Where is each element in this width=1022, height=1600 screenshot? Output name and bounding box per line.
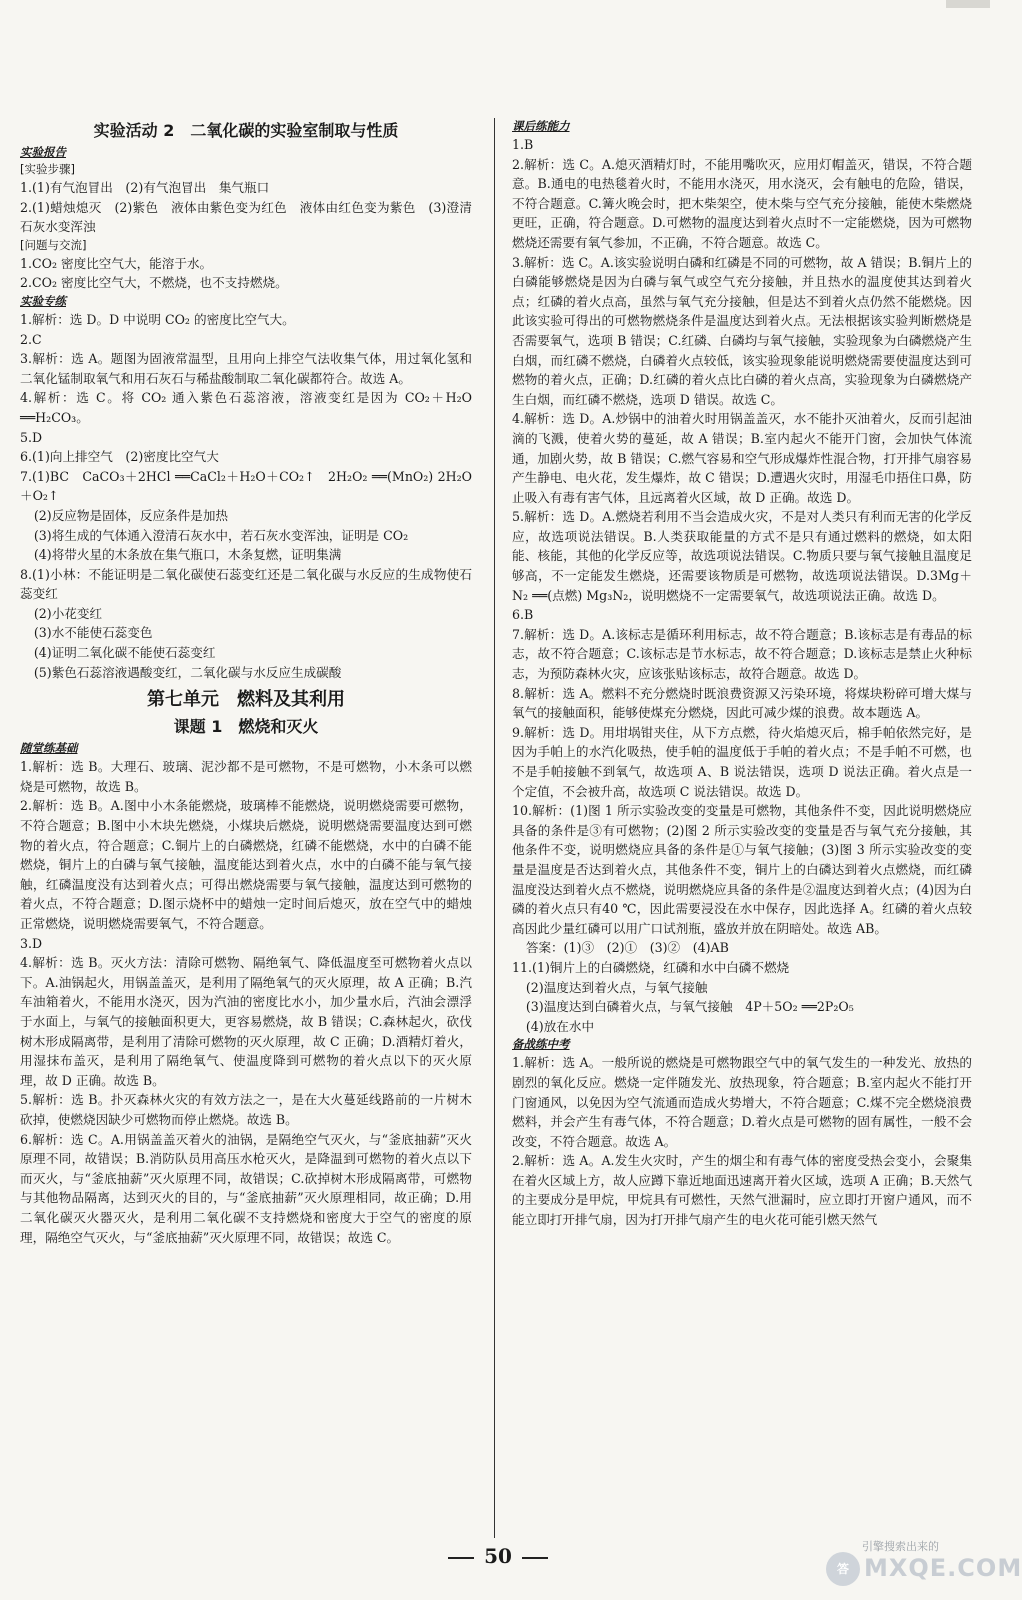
paragraph: 6.解析：选 C。A.用锅盖盖灭着火的油锅，是隔绝空气灭火，与“釜底抽薪”灭火原理不同，故错误；B.消防队员用高压水枪灭火，是降温到可燃物的着火点以下而灭火，与“釜底抽薪”灭火原理不同，故错误；C.砍掉树木形成隔离带，可燃物与其他物品隔离，达到灭火的目的，与“釜底抽薪”灭火原理相同，故正确；D.用二氧化碳灭火器灭火，是利用二氧化碳不支持燃烧和密度大于空气的密度的原理，隔绝空气灭火，与“釜底抽薪”灭火原理不同，故错误；故选 C。	[20, 1131, 472, 1245]
paragraph: 10.解析：(1)图 1 所示实验改变的变量是可燃物，其他条件不变，因此说明燃烧应具备的条件是③有可燃物；(2)图 2 所示实验改变的变量是否与氧气充分接触，其他条件不变，说明燃烧应具备的条件是①与氧气接触；(3)图 3 所示实验改变的变量是温度是否达到着火点，其他条件不变，铜片上的白磷达到着火点燃烧，而红磷温度没达到着火点不燃烧，说明燃烧应具备的条件是②温度达到着火点；(4)因为白磷的着火点只有40 ℃，因此需要浸没在水中保存，因此选择 A。红磷的着火点较高因此少量红磷可以用广口试剂瓶，盛放并放在阴暗处。故选 AB。	[512, 803, 972, 936]
paragraph: 1.解析：选 B。大理石、玻璃、泥沙都不是可燃物，不是可燃物，小木条可以燃烧是可燃物，故选 B。	[20, 759, 472, 794]
paragraph: 1.B	[512, 137, 534, 152]
watermark-text: MXQE.COM	[864, 1554, 1022, 1582]
paragraph: 3.解析：选 A。题图为固液常温型，且用向上排空气法收集气体，用过氧化氢和二氧化锰制取氧气和用石灰石与稀盐酸制取二氧化碳都符合。故选 A。	[20, 351, 472, 386]
paragraph: 4.解析：选 D。A.炒锅中的油着火时用锅盖盖灭，水不能扑灭油着火，反而引起油滴的飞溅，使着火势的蔓延，故 A 错误；B.室内起火不能开门窗，会加快气体流通，加剧火势，故 B 错误；C.燃气容易和空气形成爆炸性混合物，打开排气扇容易产生静电、电火花，发生爆炸，故 C 错误；D.遭遇火灾时，用湿毛巾捂住口鼻，防止吸入有毒有害气体，且远离着火区域，故 D 正确。故选 D。	[512, 411, 972, 505]
paragraph: 答案：(1)③ (2)① (3)② (4)AB	[525, 940, 729, 956]
page-number: 50	[484, 1544, 512, 1568]
paragraph: 3.解析：选 C。A.该实验说明白磷和红磷是不同的可燃物，故 A 错误；B.铜片上的白磷能够燃烧是因为白磷与氧气或空气充分接触，并且热水的温度使其达到着火点；红磷的着火点高，虽然与氧气充分接触，但是达不到着火点仍然不能燃烧。因此该实验可得出的可燃物燃烧条件是温度达到着火点。无法根据该实验判断燃烧是否需要氧气，选项 B 错误；C.红磷、白磷均与氧气接触，实验现象为白磷燃烧产生白烟，而红磷不燃烧，白磷着火点较低，该实验现象能说明燃烧需要使温度达到可燃物的着火点，正确；D.红磷的着火点比白磷的着火点高，实验现象为白磷燃烧产生白烟，而红磷不燃烧，选项 D 错误。故选 C。	[512, 254, 972, 407]
paragraph: 5.解析：选 B。扑灭森林火灾的有效方法之一，是在大火蔓延线路前的一片树木砍掉，使燃烧因缺少可燃物而停止燃烧。故选 B。	[20, 1092, 472, 1127]
paragraph: (3)水不能使石蕊变色	[33, 625, 153, 641]
paragraph: 9.解析：选 D。用坩埚钳夹住，从下方点燃，待火焰熄灭后，棉手帕依然完好，是因为手帕上的水汽化吸热，使手帕的温度低于手帕的着火点；不是手帕不可燃，也不是手帕接触不到氧气，故选项 A、B 说法错误，选项 D 说法正确。着火点是一个定值，不会被升高，故选项 C 说法错误。故选 D。	[512, 724, 972, 799]
paragraph: 8.(1)小林：不能证明是二氧化碳使石蕊变红还是二氧化碳与水反应的生成物使石蕊变红	[20, 566, 472, 602]
footer-dash-right	[522, 1557, 548, 1559]
paragraph: (2)小花变红	[33, 605, 103, 621]
paragraph: 5.D	[20, 429, 43, 445]
paragraph: 2.CO₂ 密度比空气大，不燃烧，也不支持燃烧。	[20, 275, 288, 291]
watermark-small-text: 引擎搜索出来的	[862, 1540, 939, 1553]
paragraph: 2.C	[20, 331, 42, 347]
subsection-label: [实验步骤]	[20, 162, 75, 176]
section-label: 实验专练	[20, 293, 66, 308]
paragraph: (2)温度达到着火点，与氧气接触	[525, 979, 708, 995]
paragraph: (4)将带火星的木条放在集气瓶口，木条复燃，证明集满	[33, 547, 342, 563]
answer-badge-icon: 答	[826, 1552, 860, 1586]
watermark-logo	[826, 1540, 1022, 1588]
paragraph: 7.(1)BC CaCO₃＋2HCl ══CaCl₂＋H₂O＋CO₂↑ 2H₂O₂ ══(MnO₂) 2H₂O＋O₂↑	[20, 468, 472, 504]
paragraph: (5)紫色石蕊溶液遇酸变红，二氧化碳与水反应生成碳酸	[33, 664, 342, 680]
paragraph: 1.(1)有气泡冒出 (2)有气泡冒出 集气瓶口	[20, 180, 270, 195]
paragraph: 8.解析：选 A。燃料不充分燃烧时既浪费资源又污染环境，将煤块粉碎可增大煤与氧气的接触面积，能够使煤充分燃烧，因此可减少煤的浪费。故本题选 A。	[512, 685, 972, 721]
paragraph: 2.(1)蜡烛熄灭 (2)紫色 液体由紫色变为红色 液体由红色变为紫色 (3)澄清石灰水变浑浊	[20, 199, 472, 235]
left-column	[20, 118, 472, 1558]
heading: 课题 1 燃烧和灭火	[173, 717, 319, 737]
paragraph: 6.(1)向上排空气 (2)密度比空气大	[20, 449, 219, 465]
section-label: 课后练能力	[512, 119, 570, 133]
paragraph: 5.解析：选 D。A.燃烧若利用不当会造成火灾，不是对人类只有利而无害的化学反应，故选项说法错误。B.人类获取能量的方式不是只有通过燃料的燃烧，如太阳能、核能，其他的化学反应等，故选项说法错误。C.物质只要与氧气接触且温度足够高，不一定能发生燃烧，还需要该物质是可燃物，故选项说法错误。D.3Mg＋N₂ ══(点燃) Mg₃N₂，说明燃烧不一定需要氧气，故选项说法正确。故选 D。	[512, 509, 972, 603]
paragraph: (4)放在水中	[525, 1018, 595, 1034]
paragraph: 1.解析：选 A。一般所说的燃烧是可燃物跟空气中的氧气发生的一种发光、放热的剧烈的氧化反应。燃烧一定伴随发光、放热现象，符合题意；B.室内起火不能打开门窗通风，以免因为空气流通而造成火势增大，不符合题意；C.煤不完全燃烧浪费燃料，并会产生有毒气体，不符合题意；D.着火点是可燃物的固有属性，一般不会改变，不符合题意。故选 A。	[512, 1055, 972, 1149]
scan-edge-mark	[946, 0, 990, 8]
paragraph: 4.解析：选 B。灭火方法：清除可燃物、隔绝氧气、降低温度至可燃物着火点以下。A.油锅起火，用锅盖盖灭，是利用了隔绝氧气的灭火原理，故 A 正确；B.汽车油箱着火，不能用水浇灭，因为汽油的密度比水小，加少量水后，汽油会漂浮于水面上，与氧气的接触面积更大，更容易燃烧，故 B 错误；C.森林起火，砍伐树木形成隔离带，是利用了清除可燃物的灭火原理，故 C 正确；D.酒精灯着火，用湿抹布盖灭，是利用了隔绝氧气、使温度降到可燃物的着火点以下的灭火原理，故 D 正确。故选 B。	[20, 955, 472, 1088]
subsection-label: [问题与交流]	[20, 237, 87, 252]
paragraph: 11.(1)铜片上的白磷燃烧，红磷和水中白磷不燃烧	[512, 959, 790, 975]
paragraph: 7.解析：选 D。A.该标志是循环利用标志，故不符合题意；B.该标志是有毒品的标志，故不符合题意；C.该标志是节水标志，故不符合题意；D.该标志是禁止火种标志，为预防森林火灾，应该张贴该标志，故符合题意。故选 D。	[512, 626, 972, 682]
paragraph: 3.D	[20, 935, 43, 951]
footer-dash-left	[448, 1557, 474, 1559]
column-divider	[494, 118, 495, 1538]
paragraph: 2.解析：选 B。A.图中小木条能燃烧，玻璃棒不能燃烧，说明燃烧需要可燃物，不符合题意；B.图中小木块先燃烧，小煤块后燃烧，说明燃烧需要温度达到可燃物的着火点，符合题意；C.铜片上的白磷燃烧，红磷不能燃烧，水中的白磷不能燃烧，铜片上的白磷与氧气接触，温度能达到着火点，水中的白磷不能与氧气接触，红磷温度没有达到着火点；可得出燃烧需要与氧气接触，温度达到可燃物的着火点，不符合题意；D.图示烧杯中的蜡烛一定时间后熄灭，放在空气中的蜡烛正常燃烧，说明燃烧需要氧气，不符合题意。	[20, 798, 472, 931]
heading: 实验活动 2 二氧化碳的实验室制取与性质	[93, 121, 399, 140]
section-label: 随堂练基础	[20, 741, 78, 756]
paragraph: 1.解析：选 D。D 中说明 CO₂ 的密度比空气大。	[20, 311, 295, 327]
paragraph: 1.CO₂ 密度比空气大，能溶于水。	[20, 255, 213, 271]
paragraph: 6.B	[512, 607, 534, 623]
heading: 第七单元 燃料及其利用	[147, 689, 345, 711]
paragraph: (4)证明二氧化碳不能使石蕊变红	[33, 645, 216, 661]
paragraph: 2.解析：选 C。A.熄灭酒精灯时，不能用嘴吹灭，应用灯帽盖灭，错误，不符合题意。B.通电的电热毯着火时，不能用水浇灭，用水浇灭，会有触电的危险，错误，不符合题意。C.篝火晚会时，把木柴架空，使木柴与空气充分接触，能使木柴燃烧更旺，正确，符合题意。D.可燃物的温度达到着火点时不一定能燃烧，因为可燃物燃烧还需要有氧气参加，不正确，不符合题意。故选 C。	[512, 156, 972, 250]
paragraph: 4.解析：选 C。将 CO₂ 通入紫色石蕊溶液，溶液变红是因为 CO₂＋H₂O ══H₂CO₃。	[20, 390, 472, 425]
section-label: 备战练中考	[512, 1037, 570, 1052]
section-label: 实验报告	[20, 145, 66, 159]
right-column	[512, 118, 972, 1558]
paragraph: 2.解析：选 A。A.发生火灾时，产生的烟尘和有毒气体的密度受热会变小，会聚集在着火区域上方，故人应蹲下靠近地面迅速离开着火区域，选项 A 正确；B.天然气的主要成分是甲烷，甲烷具有可燃性，天然气泄漏时，应立即打开窗户通风，而不能立即打开排气扇，因为打开排气扇产生的电火花可能引燃天然气	[512, 1153, 972, 1228]
paragraph: (3)温度达到白磷着火点，与氧气接触 4P＋5O₂ ══2P₂O₅	[525, 999, 854, 1015]
paragraph: (3)将生成的气体通入澄清石灰水中，若石灰水变浑浊，证明是 CO₂	[33, 527, 409, 543]
paragraph: (2)反应物是固体，反应条件是加热	[33, 507, 229, 523]
